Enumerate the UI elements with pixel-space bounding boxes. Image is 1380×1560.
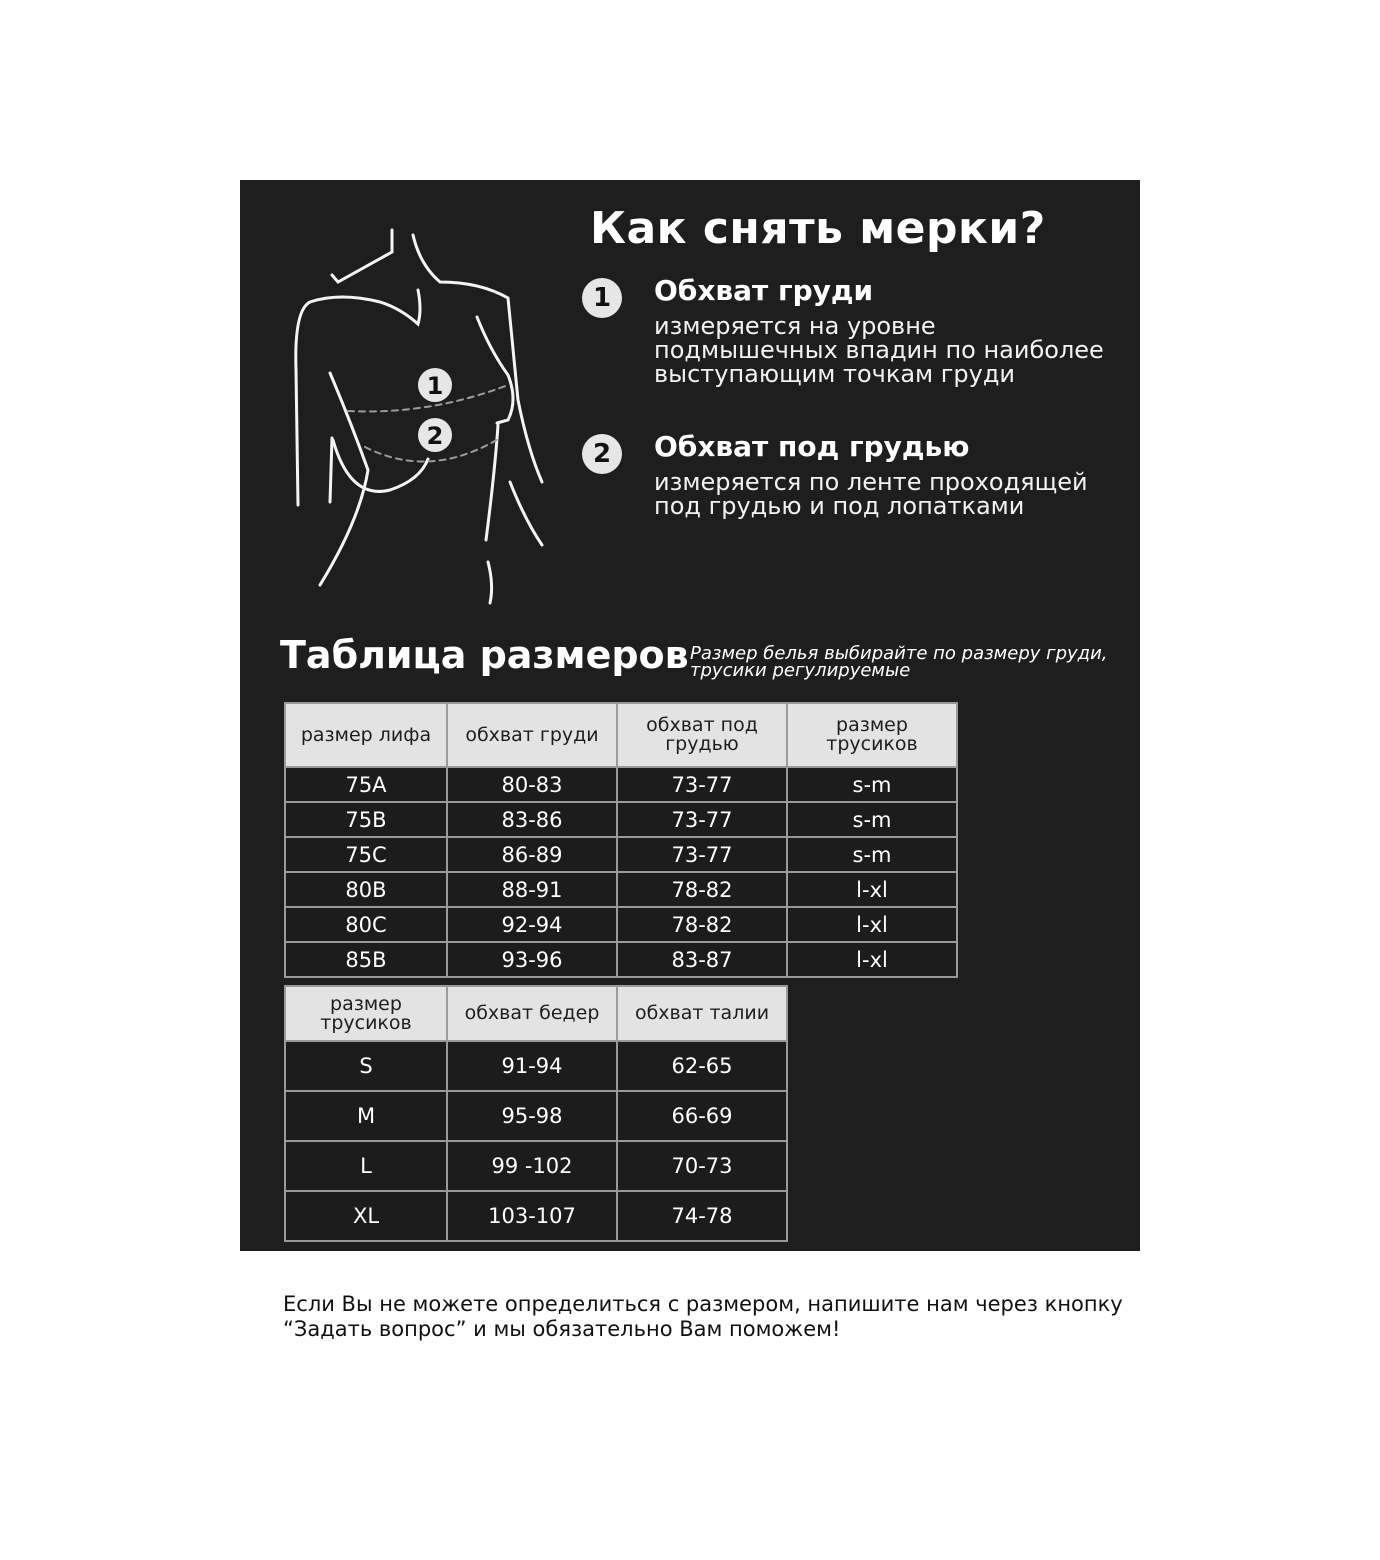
table-cell: 62-65 (617, 1041, 787, 1091)
table-cell: 73-77 (617, 802, 787, 837)
column-header: обхват талии (617, 986, 787, 1041)
column-header: размер лифа (285, 703, 447, 767)
table-cell: 75B (285, 802, 447, 837)
table-cell: 83-86 (447, 802, 617, 837)
table-cell: 78-82 (617, 907, 787, 942)
table-cell: 73-77 (617, 767, 787, 802)
table-cell: 86-89 (447, 837, 617, 872)
step-description: измеряется по ленте проходящей под грудью и под лопатками (654, 468, 1088, 520)
step-number-2-icon: 2 (582, 434, 622, 474)
table-cell: L (285, 1141, 447, 1191)
table-row (285, 872, 957, 907)
svg-text:2: 2 (426, 422, 444, 450)
table-cell: 91-94 (447, 1041, 617, 1091)
table-cell: 80B (285, 872, 447, 907)
table-row (285, 767, 957, 802)
table-cell: 78-82 (617, 872, 787, 907)
size-table-title: Таблица размеров (280, 633, 689, 677)
table-header-row (285, 986, 787, 1041)
table-cell: XL (285, 1191, 447, 1241)
step-number-1-icon: 1 (582, 278, 622, 318)
table-row (285, 837, 957, 872)
column-header: обхват под грудью (617, 703, 787, 767)
step-heading: Обхват под грудью (654, 430, 970, 463)
table-cell: l-xl (787, 942, 957, 977)
table-cell: 103-107 (447, 1191, 617, 1241)
table-cell: M (285, 1091, 447, 1141)
table-cell: 73-77 (617, 837, 787, 872)
table-cell: s-m (787, 802, 957, 837)
table-cell: 99 -102 (447, 1141, 617, 1191)
table-cell: 80C (285, 907, 447, 942)
table-cell: S (285, 1041, 447, 1091)
table-row (285, 1091, 787, 1141)
table-cell: l-xl (787, 907, 957, 942)
help-footer-text: Если Вы не можете определиться с размером, напишите нам через кнопку “Задать вопрос” и мы обязательно Вам поможем! (283, 1292, 1123, 1341)
table-cell: 70-73 (617, 1141, 787, 1191)
panties-size-table (284, 985, 788, 1242)
table-cell: 95-98 (447, 1091, 617, 1141)
body-measurement-illustration (280, 220, 570, 620)
table-cell: 66-69 (617, 1091, 787, 1141)
measure-title: Как снять мерки? (590, 203, 1046, 254)
bra-size-table (284, 702, 958, 978)
column-header: размер трусиков (285, 986, 447, 1041)
table-cell: 83-87 (617, 942, 787, 977)
table-row (285, 1141, 787, 1191)
svg-text:1: 1 (426, 372, 444, 400)
step-description: измеряется на уровне подмышечных впадин по наиболее выступающим точкам груди (654, 312, 1104, 388)
table-header-row (285, 703, 957, 767)
table-cell: s-m (787, 837, 957, 872)
column-header: обхват груди (447, 703, 617, 767)
column-header: обхват бедер (447, 986, 617, 1041)
table-row (285, 1191, 787, 1241)
table-cell: l-xl (787, 872, 957, 907)
column-header: размер трусиков (787, 703, 957, 767)
step-heading: Обхват груди (654, 274, 874, 307)
table-row (285, 942, 957, 977)
table-cell: 93-96 (447, 942, 617, 977)
size-table-note: Размер белья выбирайте по размеру груди, трусики регулируемые (690, 643, 1108, 681)
table-cell: 74-78 (617, 1191, 787, 1241)
table-row (285, 802, 957, 837)
table-cell: 75A (285, 767, 447, 802)
table-cell: 92-94 (447, 907, 617, 942)
table-row (285, 907, 957, 942)
table-cell: 88-91 (447, 872, 617, 907)
table-cell: s-m (787, 767, 957, 802)
table-cell: 80-83 (447, 767, 617, 802)
table-row (285, 1041, 787, 1091)
table-cell: 85B (285, 942, 447, 977)
table-cell: 75C (285, 837, 447, 872)
